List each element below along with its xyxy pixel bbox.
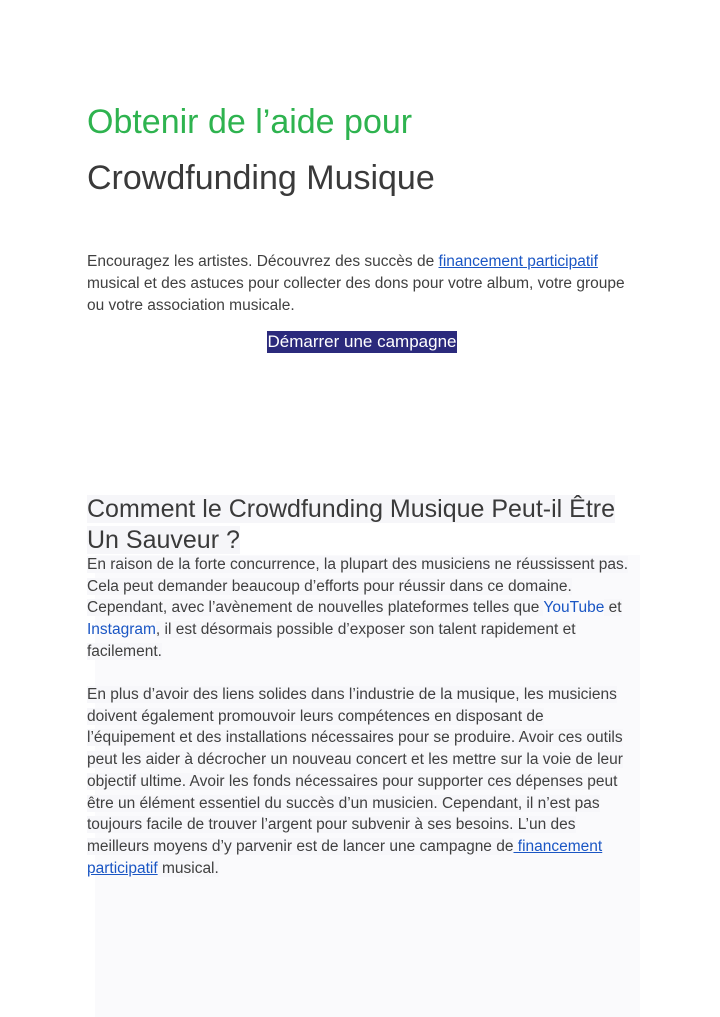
page-title-accent: Obtenir de l’aide pour <box>87 103 413 141</box>
section-heading-text: Comment le Crowdfunding Musique Peut-il Être Un Sauveur ? <box>87 495 616 554</box>
instagram-link[interactable]: Instagram <box>87 621 156 639</box>
page-title: Crowdfunding Musique <box>87 159 435 197</box>
p2-text-before: En plus d’avoir des liens solides dans l’industrie de la musique, les musiciens doivent également promouvoir leurs compétences en disposant de l’équipement et des installations nécessaires pour se produire. Avoir ces outils peut les aider à décrocher un nouveau concert et les mettre sur la voie de leur objectif ultime. Avoir les fonds nécessaires pour supporter ces dépenses peut être un élément essentiel du succès d’un musicien. Cependant, il n’est pas toujours facile de trouver l’argent pour subvenir à ses besoins. L’un des meilleurs moyens d’y parvenir est de lancer une campagne de <box>87 686 623 855</box>
youtube-link[interactable]: YouTube <box>543 599 605 617</box>
section-heading <box>87 494 635 556</box>
section-paragraph-1 <box>87 554 635 663</box>
start-campaign-button[interactable]: Démarrer une campagne <box>267 332 457 351</box>
financement-participatif-link-2[interactable]: financement participatif <box>87 837 603 877</box>
p2-text-after: musical. <box>157 859 219 877</box>
financement-participatif-link[interactable]: financement participatif <box>438 253 598 270</box>
p1-text-mid: et <box>604 599 622 617</box>
p1-text-after: , il est désormais possible d’exposer son talent rapidement et facilement. <box>87 621 576 660</box>
intro-text-after: musical et des astuces pour collecter des dons pour votre album, votre groupe ou votre association musicale. <box>87 275 625 314</box>
section-paragraph-2 <box>87 684 635 879</box>
intro-paragraph <box>87 251 635 317</box>
p1-text-before: En raison de la forte concurrence, la plupart des musiciens ne réussissent pas. Cela peut demander beaucoup d’efforts pour réussir dans ce domaine. Cependant, avec l’avènement de nouvelles plateformes telles que <box>87 556 629 617</box>
cta-container <box>87 331 635 353</box>
intro-text-before: Encouragez les artistes. Découvrez des succès de <box>87 253 439 270</box>
